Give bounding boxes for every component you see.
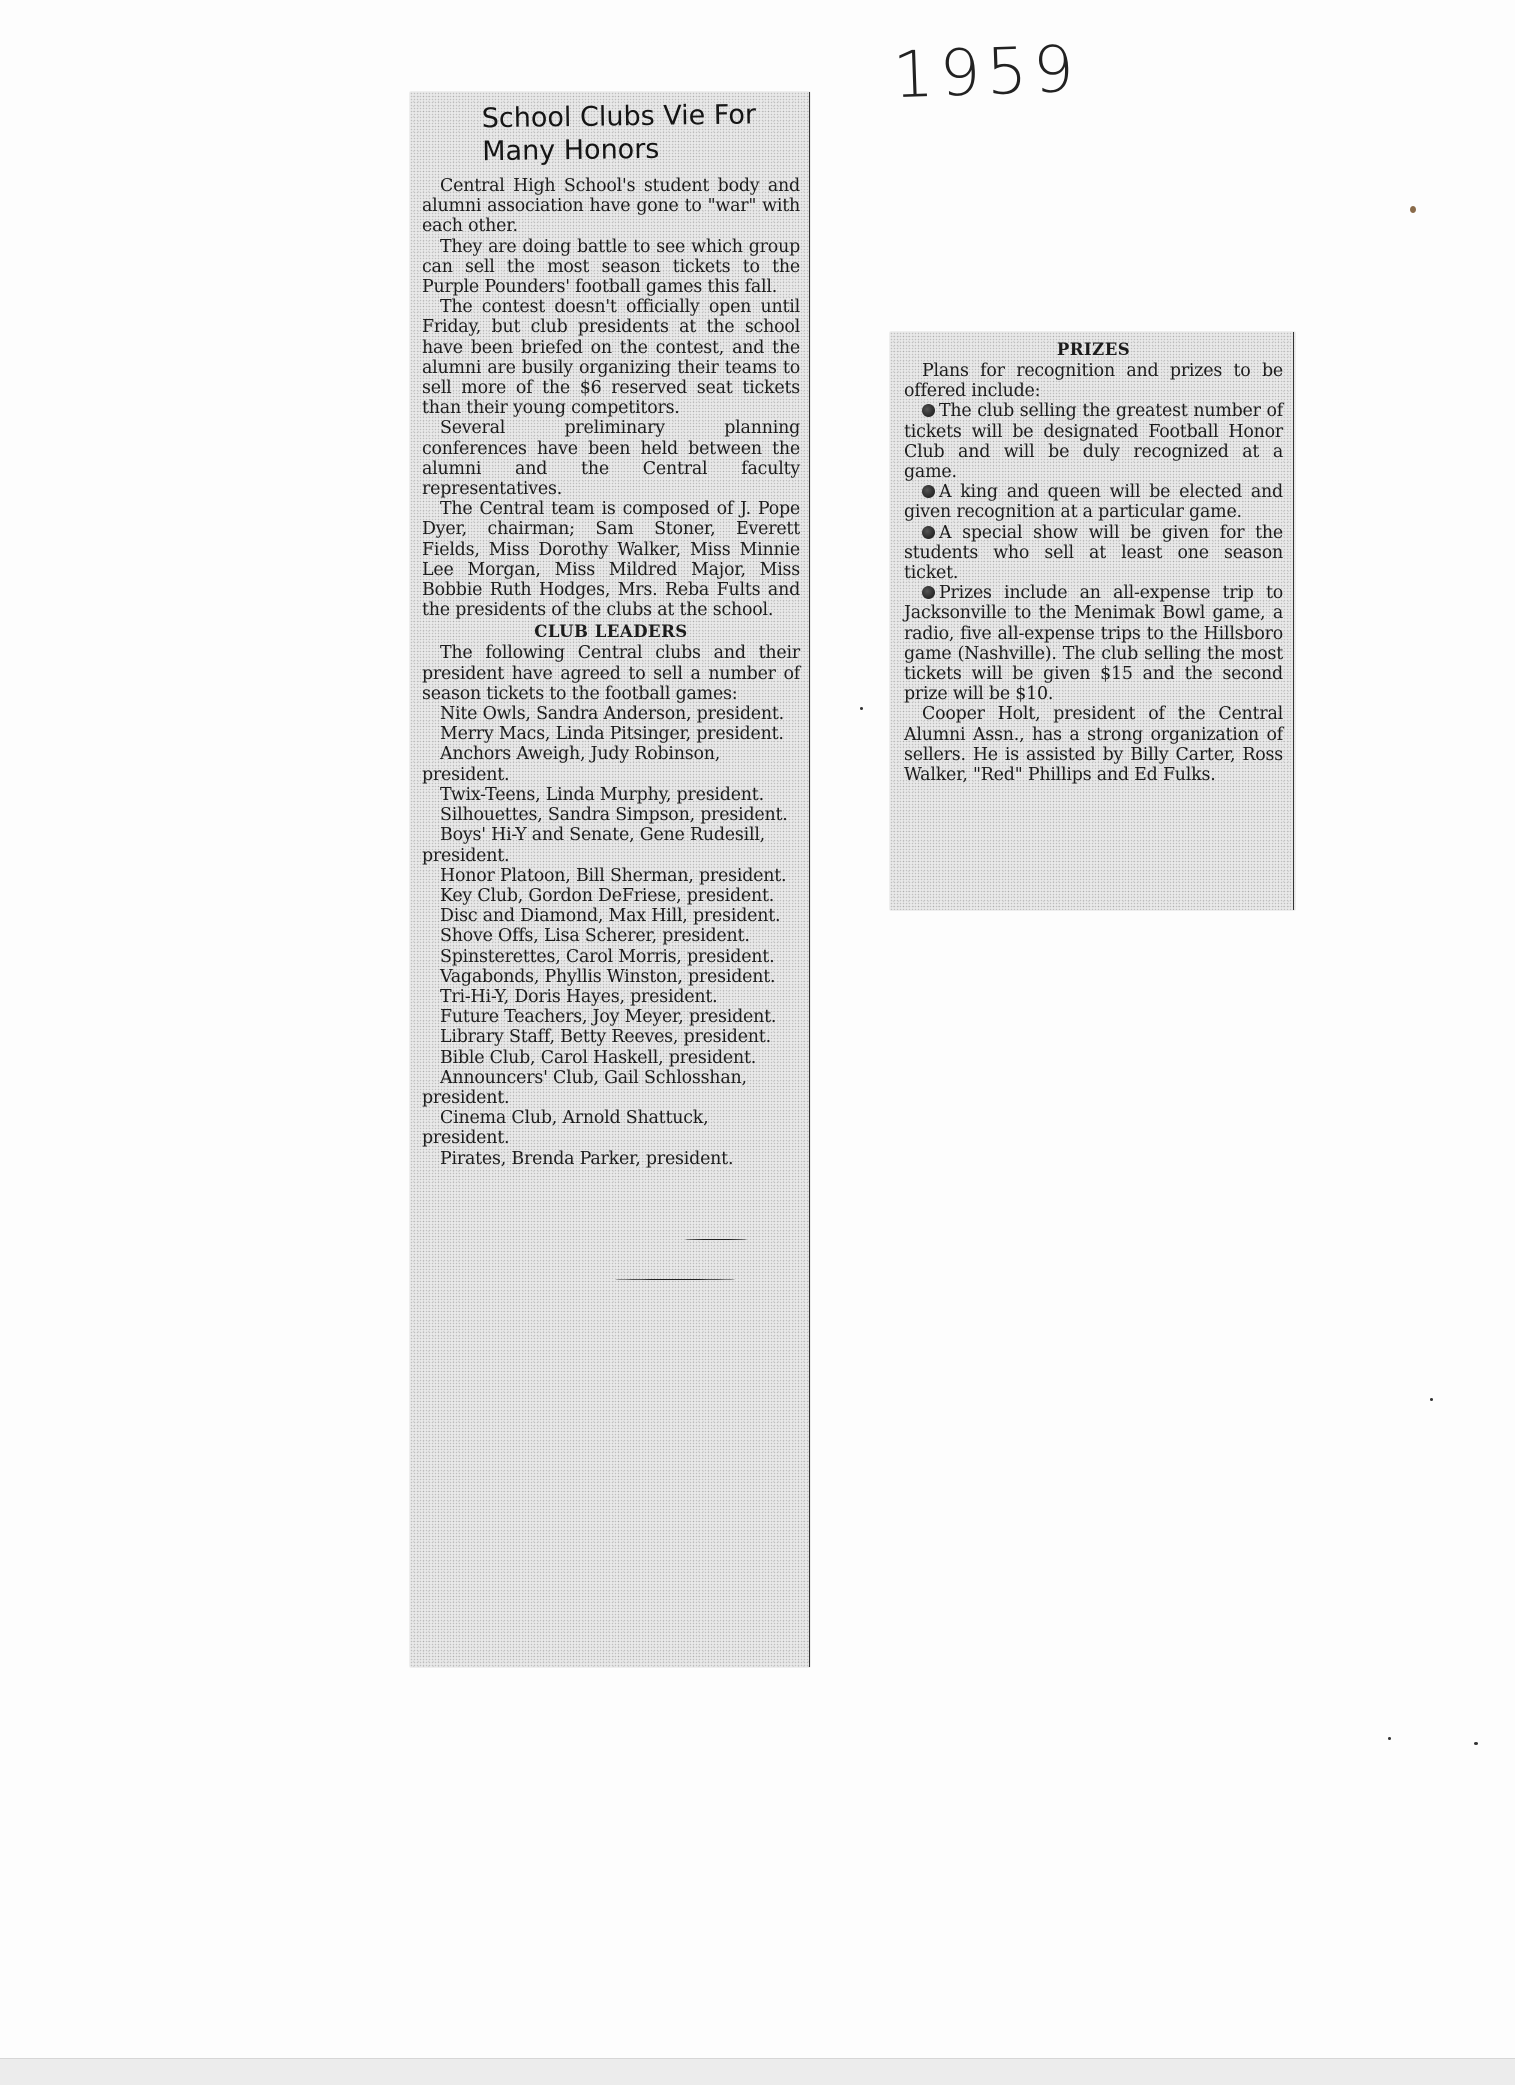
- bullet-icon: [922, 404, 935, 417]
- article-paragraph: They are doing battle to see which group can sell the most season tickets to the Purple Pounders' football games this fall.: [422, 236, 800, 298]
- pen-underline-mark: [615, 1279, 735, 1280]
- prize-bullet-text: The club selling the greatest number of tickets will be designated Football Honor Club and will be duly recognized at a game.: [904, 401, 1283, 483]
- bullet-icon: [922, 526, 935, 539]
- bullet-icon: [922, 586, 935, 599]
- article-paragraph: Several preliminary planning conferences have been held between the alumni and the Central faculty representatives.: [422, 418, 800, 500]
- article-clipping: [410, 92, 810, 1667]
- scanner-edge: [0, 2058, 1515, 2085]
- paper-speck: [860, 707, 863, 710]
- club-list-item: Library Staff, Betty Reeves, president.: [440, 1027, 771, 1048]
- prizes-clipping: [890, 332, 1295, 910]
- club-list-item: Future Teachers, Joy Meyer, president.: [440, 1007, 777, 1028]
- paper-speck: [1388, 1737, 1391, 1740]
- club-list-item: Tri-Hi-Y, Doris Hayes, president.: [440, 986, 718, 1007]
- club-list-item: Anchors Aweigh, Judy Robinson, president.: [422, 744, 721, 785]
- prizes-closing: Cooper Holt, president of the Central Alumni Assn., has a strong organization of sellers. He is assisted by Billy Carter, Ross Walker, "Red" Phillips and Ed Fulks.: [904, 704, 1283, 786]
- article-paragraph: The Central team is composed of J. Pope Dyer, chairman; Sam Stoner, Everett Fields, Miss Dorothy Walker, Miss Minnie Lee Morgan, Miss Mildred Major, Miss Bobbie Ruth Hodges, Mrs. Reba Fults and the presidents of the clubs at the school.: [422, 499, 800, 621]
- prize-bullet: [904, 523, 1283, 584]
- club-list-item: Pirates, Brenda Parker, president.: [440, 1148, 734, 1169]
- club-list-item: Key Club, Gordon DeFriese, president.: [440, 885, 775, 906]
- club-list-item: Disc and Diamond, Max Hill, president.: [440, 906, 781, 927]
- club-list-item: Bible Club, Carol Haskell, president.: [440, 1047, 757, 1068]
- bullet-icon: [922, 485, 935, 498]
- article-paragraph: Central High School's student body and alumni association have gone to "war" with each other.: [422, 176, 800, 237]
- paper-speck: [1474, 1742, 1478, 1745]
- club-list-item: Shove Offs, Lisa Scherer, president.: [440, 926, 750, 947]
- club-leaders-heading: CLUB LEADERS: [534, 622, 688, 642]
- article-body: [422, 176, 800, 1169]
- prize-bullet-text: A king and queen will be elected and given recognition at a particular game.: [904, 482, 1283, 523]
- club-list-item: Honor Platoon, Bill Sherman, president.: [440, 865, 787, 886]
- club-list-item: Spinsterettes, Carol Morris, president.: [440, 946, 775, 967]
- club-list-item: Vagabonds, Phyllis Winston, president.: [440, 966, 776, 987]
- article-paragraph: The contest doesn't officially open until Friday, but club presidents at the school have been briefed on the contest, and the alumni are busily organizing their teams to sell more of the $6 reserved seat tickets than their young competitors.: [422, 297, 800, 419]
- prize-bullet: [904, 401, 1283, 482]
- column-rule: [809, 92, 811, 1667]
- club-leaders-intro: The following Central clubs and their president have agreed to sell a number of season tickets to the football games:: [422, 643, 800, 704]
- handwritten-year-annotation: 1959: [891, 32, 1082, 114]
- prize-bullet-text: A special show will be given for the students who sell at least one season ticket.: [904, 522, 1283, 584]
- prizes-intro: Plans for recognition and prizes to be offered include:: [904, 361, 1283, 402]
- club-list-item: Silhouettes, Sandra Simpson, president.: [440, 805, 788, 826]
- prize-bullet: [904, 583, 1283, 704]
- column-rule: [1293, 332, 1295, 910]
- article-headline: School Clubs Vie For Many Honors: [481, 99, 757, 168]
- club-list-item: Cinema Club, Arnold Shattuck, president.: [422, 1108, 709, 1149]
- prizes-heading: PRIZES: [1056, 340, 1131, 359]
- pen-underline-mark: [685, 1239, 747, 1240]
- paper-speck: [1430, 1398, 1433, 1401]
- paper-speck: [1410, 206, 1416, 213]
- club-list-item: Boys' Hi-Y and Senate, Gene Rudesill, president.: [422, 825, 766, 866]
- club-list-item: Nite Owls, Sandra Anderson, president.: [440, 704, 785, 725]
- prize-bullet: [904, 482, 1283, 522]
- prize-bullet-text: Prizes include an all-expense trip to Jacksonville to the Menimak Bowl game, a radio, five all-expense trips to the Hillsboro game (Nashville). The club selling the most tickets will be given $15 and the second prize will be $10.: [904, 583, 1283, 705]
- club-list: [422, 704, 800, 1169]
- club-list-item: Twix-Teens, Linda Murphy, president.: [440, 784, 764, 805]
- club-list-item: Merry Macs, Linda Pitsinger, president.: [440, 724, 784, 745]
- club-list-item: Announcers' Club, Gail Schlosshan, president.: [422, 1067, 747, 1108]
